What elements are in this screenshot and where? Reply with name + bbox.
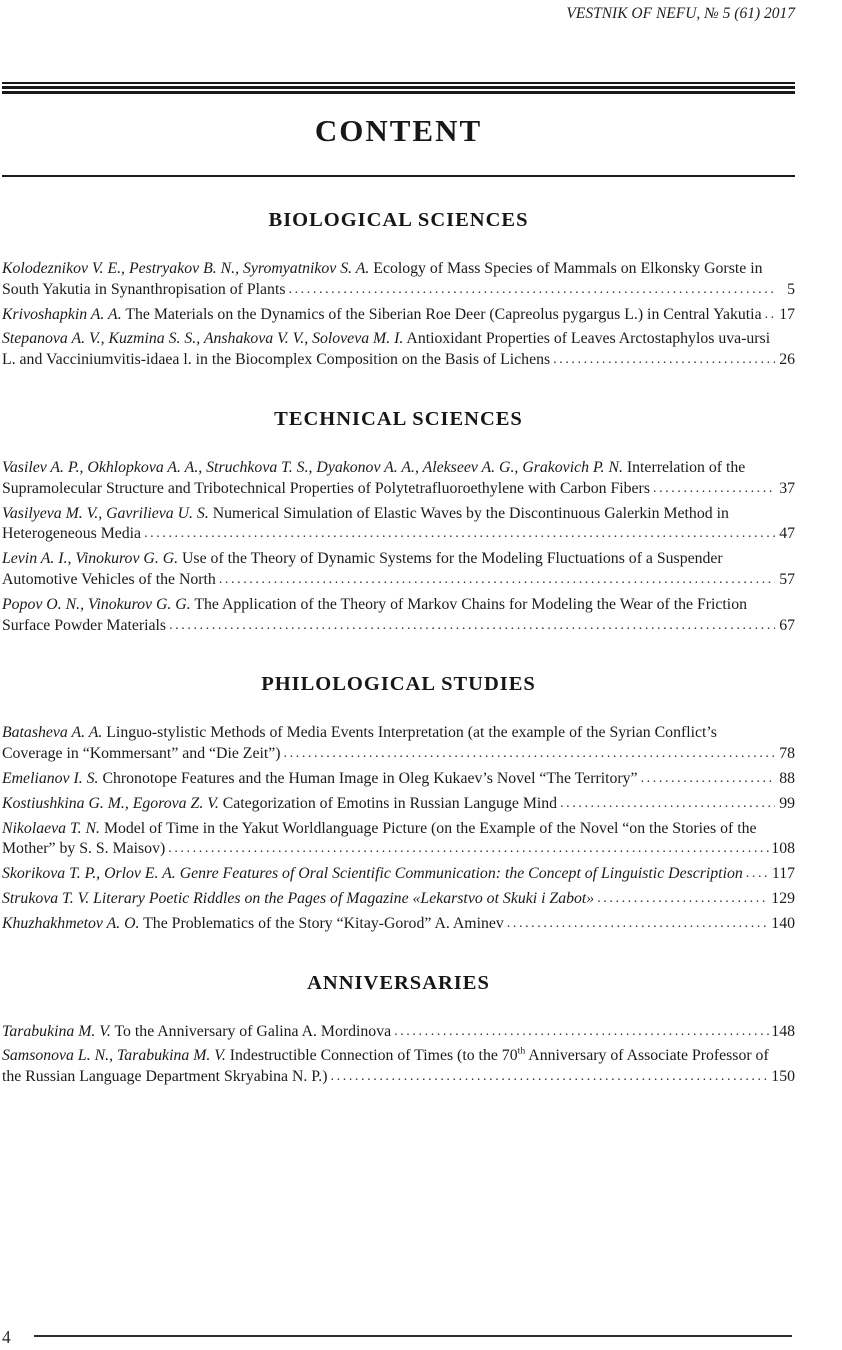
page-footer [2, 1326, 792, 1348]
section-anniversaries [2, 971, 795, 1088]
entry-title: Model of Time in the Yakut Worldlanguage Picture (on the Example of the Novel “on the Stories of the Mother” by S. S. Maisov) [2, 819, 757, 858]
entry-page-number: 140 [771, 914, 795, 932]
toc-entry [2, 458, 795, 500]
entry-page-number: 26 [779, 351, 795, 369]
entry-authors: Batasheva A. A. [2, 724, 103, 742]
title-rule [2, 175, 795, 177]
section-heading: ANNIVERSARIES [307, 971, 490, 994]
entry-title: Literary Poetic Riddles on the Pages of Magazine «Lekarstvo ot Skuki i Zabot» [89, 889, 595, 907]
toc-entry [2, 504, 795, 546]
entry-text [2, 769, 775, 790]
toc-entry [2, 305, 795, 326]
entry-authors: Skorikova T. P., Orlov E. A. [2, 865, 176, 883]
entry-authors: Kostiushkina G. M., Egorova Z. V. [2, 794, 219, 812]
entry-page-number: 78 [779, 745, 795, 763]
entry-title: Interrelation of the Supramolecular Structure and Tribotechnical Properties of Polytetrafluoroethylene with Carbon Fibers [2, 458, 746, 497]
toc-entry [2, 864, 795, 885]
entry-title: Genre Features of Oral Scientific Communication: the Concept of Linguistic Description [175, 865, 743, 883]
entry-title: Indestructible Connection of Times (to the 70 [225, 1047, 518, 1065]
entry-title-continued: Anniversary of Associate Professor of the Russian Language Department Skryabina N. P.) [2, 1047, 769, 1086]
section-heading: BIOLOGICAL SCIENCES [268, 209, 529, 231]
entry-authors: Krivoshapkin A. A. [2, 305, 122, 323]
toc-entry [2, 595, 795, 637]
toc-entry [2, 1046, 795, 1088]
journal-header: VESTNIK OF NEFU, № 5 (61) 2017 [566, 5, 795, 22]
entry-title: The Problematics of the Story “Kitay-Gorod” A. Aminev [139, 914, 504, 932]
entry-title: Numerical Simulation of Elastic Waves by the Discontinuous Galerkin Method in Heterogeneous Media [2, 504, 729, 543]
toc-entry [2, 819, 795, 861]
entry-text [2, 889, 769, 910]
toc-entry [2, 794, 795, 815]
entry-title: Ecology of Mass Species of Mammals on Elkonsky Gorste in South Yakutia in Synanthropisation of Plants [2, 260, 763, 298]
entry-text [2, 595, 775, 637]
entry-authors: Strukova T. V. [2, 889, 90, 907]
entry-authors: Vasilev A. P., Okhlopkova A. A., Struchkova T. S., Dyakonov A. A., Alekseev A. G., Grakovich P. N. [2, 458, 623, 476]
toc-entry [2, 889, 795, 910]
entry-page-number: 148 [771, 1022, 795, 1040]
entry-page-number: 57 [779, 570, 795, 588]
entry-title: Use of the Theory of Dynamic Systems for the Modeling Fluctuations of a Suspender Automotive Vehicles of the North [2, 550, 723, 588]
entry-text [2, 914, 769, 935]
section-heading: TECHNICAL SCIENCES [274, 407, 523, 430]
entry-text [2, 819, 769, 861]
entry-title: The Application of the Theory of Markov Chains for Modeling the Wear of the Friction Surface Powder Materials [2, 595, 747, 634]
entry-page-number: 47 [779, 525, 795, 543]
entry-title: Categorization of Emotins in Russian Languge Mind [218, 794, 558, 812]
entry-authors: Nikolaeva T. N. [2, 819, 100, 837]
toc-entry [2, 914, 795, 935]
rule-line [2, 82, 795, 84]
entry-authors: Tarabukina M. V. [2, 1022, 111, 1040]
page-title: CONTENT [314, 113, 483, 148]
rule-line [2, 86, 795, 89]
entry-authors: Vasilyeva M. V., Gavrilieva U. S. [2, 504, 209, 522]
toc-entry [2, 329, 795, 371]
entry-title: Chronotope Features and the Human Image in Oleg Kukaev’s Novel “The Territory” [98, 769, 638, 787]
entry-text [2, 458, 775, 500]
entry-page-number: 37 [779, 479, 795, 497]
entry-page-number: 67 [779, 616, 795, 634]
entry-authors: Samsonova L. N., Tarabukina M. V. [2, 1047, 226, 1065]
entry-text [2, 329, 775, 371]
section-technical-sciences [2, 407, 795, 636]
entry-authors: Stepanova A. V., Kuzmina S. S., Anshakova V. V., Soloveva M. I. [2, 330, 404, 348]
entry-authors: Emelianov I. S. [2, 769, 99, 787]
entry-text [2, 1022, 769, 1043]
entry-page-number: 108 [771, 840, 795, 858]
entry-text [2, 1046, 769, 1088]
toc-entry [2, 723, 795, 765]
footer-page-number: 4 [2, 1326, 11, 1347]
toc-entry [2, 769, 795, 790]
entry-title: To the Anniversary of Galina A. Mordinova [110, 1022, 392, 1040]
top-triple-rule [2, 82, 795, 94]
entry-title: The Materials on the Dynamics of the Siberian Roe Deer (Capreolus pygargus L.) in Central Yakutia [121, 305, 762, 323]
entry-page-number: 99 [779, 794, 795, 812]
entry-title-superscript: th [517, 1046, 526, 1058]
entry-page-number: 129 [771, 889, 795, 907]
entry-authors: Popov O. N., Vinokurov G. G. [2, 595, 191, 613]
entry-authors: Kolodeznikov V. E., Pestryakov B. N., Syromyatnikov S. A. [2, 260, 370, 277]
entry-text [2, 549, 775, 591]
entry-authors: Levin A. I., Vinokurov G. G. [2, 550, 179, 568]
entry-text [2, 864, 770, 885]
entry-title: Antioxidant Properties of Leaves Arctostaphylos uva-ursi L. and Vacciniumvitis-idaea l. in the Biocomplex Composition on the Basis of Lichens [2, 330, 771, 369]
toc-entry [2, 259, 795, 301]
entry-page-number: 150 [771, 1068, 795, 1086]
entry-page-number: 88 [779, 769, 795, 787]
footer-rule [34, 1335, 792, 1337]
entry-text [2, 504, 775, 546]
section-philological-studies [2, 672, 795, 934]
entry-text [2, 723, 775, 765]
entry-page-number: 117 [771, 865, 795, 883]
section-biological-sciences [2, 208, 795, 371]
entry-text [2, 259, 775, 301]
toc-entry [2, 549, 795, 591]
entry-text [2, 794, 775, 815]
entry-page-number: 5 [787, 280, 795, 298]
entry-page-number: 17 [779, 305, 795, 323]
entry-title: Linguo-stylistic Methods of Media Events Interpretation (at the example of the Syrian Conflict’s Coverage in “Kommersant” and “Die Zeit”) [2, 724, 717, 763]
section-heading: PHILOLOGICAL STUDIES [261, 673, 536, 696]
entry-text [2, 305, 775, 326]
toc-entry [2, 1022, 795, 1043]
rule-line [2, 91, 795, 94]
entry-authors: Khuzhakhmetov A. O. [2, 914, 140, 932]
